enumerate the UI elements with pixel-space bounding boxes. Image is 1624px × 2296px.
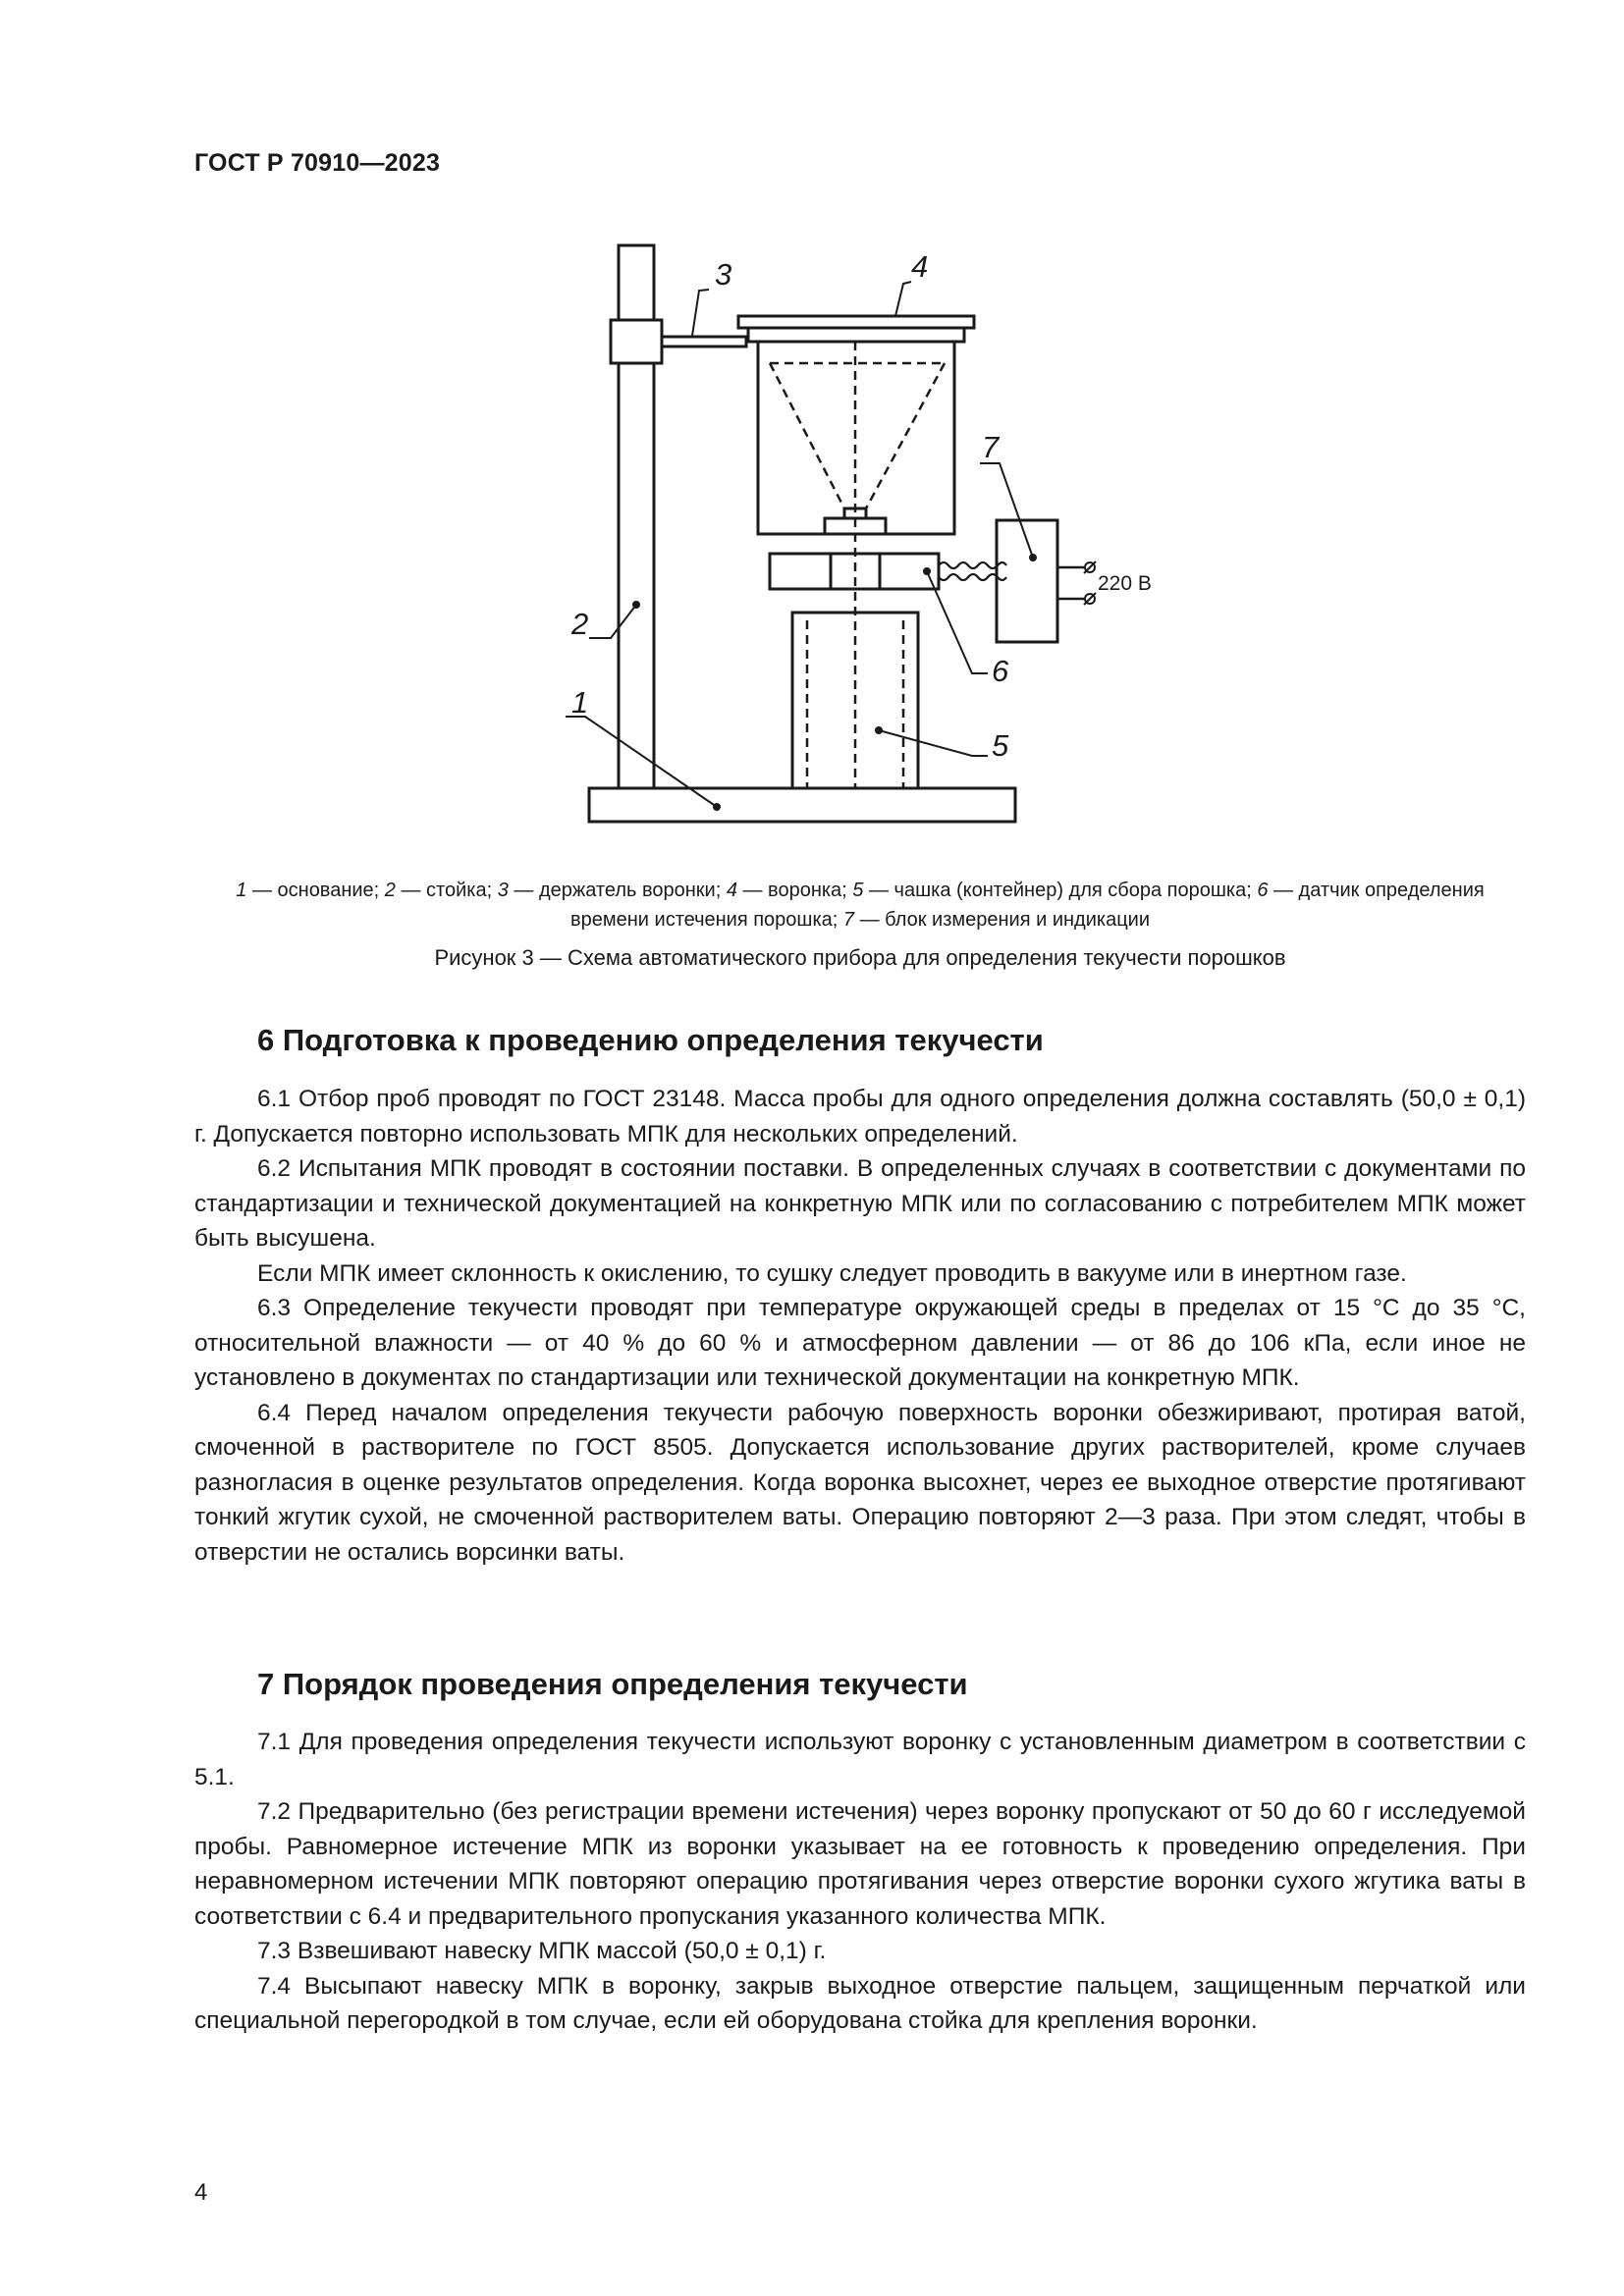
base-part	[589, 788, 1015, 822]
figure-label-6: 6	[992, 654, 1009, 688]
paragraph: 7.3 Взвешивают навеску МПК массой (50,0 ± 0,1) г.	[257, 1938, 827, 1964]
funnel-flange	[738, 316, 974, 328]
figure-caption: Рисунок 3 — Схема автоматического прибора для определения текучести порошков	[434, 945, 1286, 970]
page-number: 4	[194, 2179, 208, 2206]
figure-label-5: 5	[992, 728, 1009, 763]
section-7-body	[194, 1725, 1526, 2039]
paragraph: 7.4 Высыпают навеску МПК в воронку, закрыв выходное отверстие пальцем, защищенным перчаткой или специальной перегородкой в том случае, если ей оборудована стойка для крепления воронки.	[194, 1972, 1526, 2034]
paragraph: 6.2 Испытания МПК проводят в состоянии поставки. В определенных случаях в соответствии с документами по стандартизации и технической документацией на конкретную МПК или по согласованию с потребителем МПК может быть высушена.	[194, 1155, 1526, 1252]
paragraph: 7.1 Для проведения определения текучести используют воронку с установленным диаметром в соответствии с 5.1.	[194, 1729, 1526, 1790]
figure-label-3: 3	[715, 257, 732, 292]
paragraph: 6.3 Определение текучести проводят при температуре окружающей среды в пределах от 15 °С до 35 °С, относительной влажности — от 40 % до 60 % и атмосферном давлении — от 86 до 106 кПа, если иное не установлено в документах по стандартизации или технической документации на конкретную МПК.	[194, 1295, 1526, 1391]
paragraph: 6.1 Отбор проб проводят по ГОСТ 23148. Масса пробы для одного определения должна составлять (50,0 ± 0,1) г. Допускается повторно использовать МПК для нескольких определений.	[194, 1086, 1526, 1148]
figure-label-7: 7	[982, 430, 1000, 464]
figure-label-2: 2	[571, 607, 589, 641]
figure-label-4: 4	[911, 249, 929, 284]
apparatus-diagram	[550, 236, 1178, 825]
paragraph: Если МПК имеет склонность к окислению, то сушку следует проводить в вакууме или в инертном газе.	[257, 1259, 1407, 1287]
figure-legend: 1 — основание; 2 — стойка; 3 — держатель воронки; 4 — воронка; 5 — чашка (контейнер) для сбора порошка; 6 — датчик определения времени истечения порошка; 7 — блок измерения и индикации	[236, 880, 1485, 931]
paragraph: 7.2 Предварительно (без регистрации времени истечения) через воронку пропускают от 50 до 60 г исследуемой пробы. Равномерное истечение МПК из воронки указывает на ее готовность к проведению определения. При неравномерном истечении МПК повторяют операцию протягивания через отверстие воронки сухого жгутика ваты в соответствии с 6.4 и предварительного пропускания указанного количества МПК.	[194, 1798, 1526, 1930]
figure-label-1: 1	[571, 685, 589, 720]
funnel-rim	[748, 328, 964, 342]
section-6-body	[194, 1082, 1526, 1570]
voltage-label: 220 В	[1098, 572, 1152, 595]
stand-clamp	[611, 320, 662, 363]
paragraph: 6.4 Перед началом определения текучести рабочую поверхность воронки обезжиривают, протирая ватой, смоченной в растворителе по ГОСТ 8505. Допускается использование других растворителей, кроме случаев разногласия в оценке результатов определения. Когда воронка высохнет, через ее выходное отверстие протягивают тонкий жгутик сухой, не смоченной растворителем ваты. Операцию повторяют 2—3 раза. При этом следят, чтобы в отверстии не остались ворсинки ваты.	[194, 1399, 1526, 1566]
section-7-heading: 7 Порядок проведения определения текучести	[257, 1667, 968, 1701]
funnel-holder-part	[662, 337, 746, 347]
section-6-heading: 6 Подготовка к проведению определения текучести	[257, 1023, 1044, 1057]
document-header: ГОСТ Р 70910—2023	[194, 149, 441, 177]
